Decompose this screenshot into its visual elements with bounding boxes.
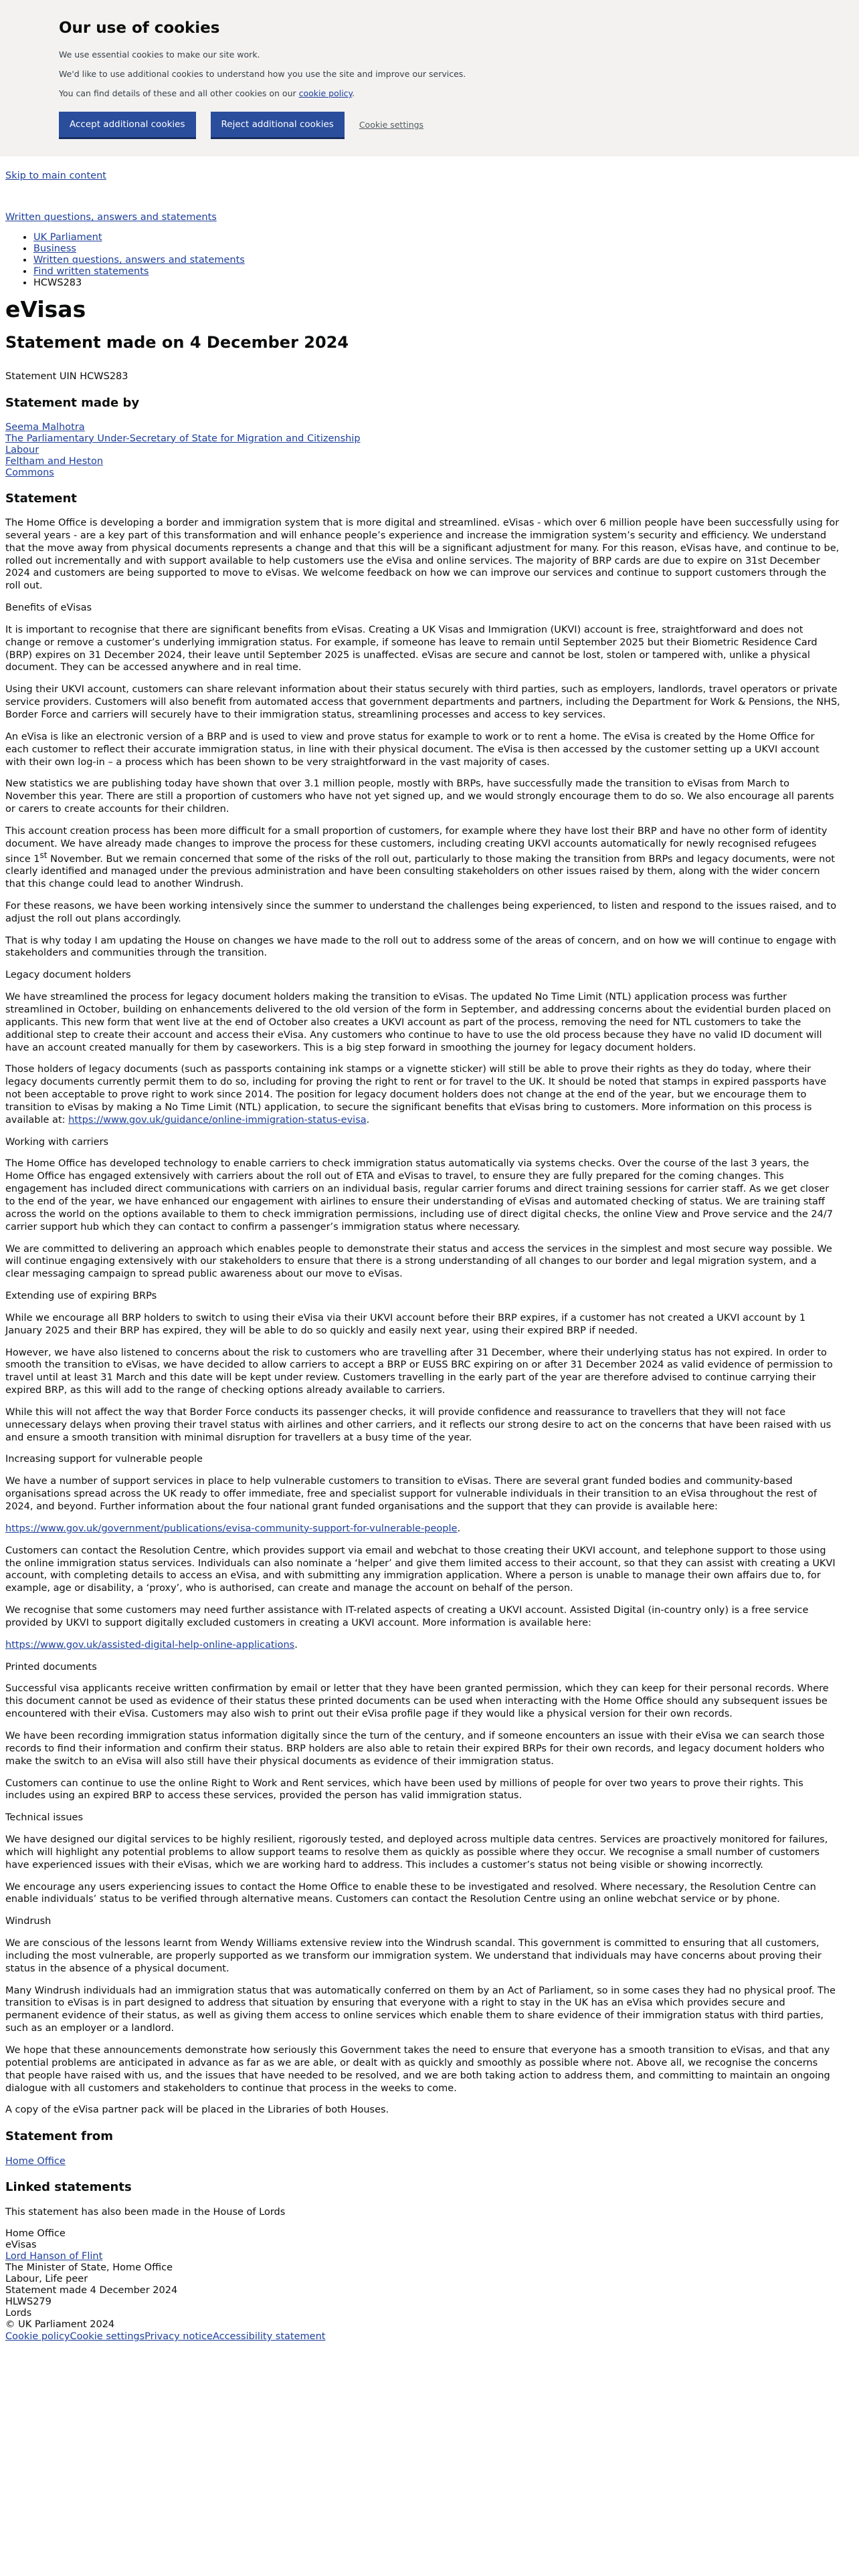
statement-paragraph: We have streamlined the process for legacy document holders making the transition to eVisas. The updated No Time Limit (NTL) application process was further streamlined in October, building on enhancements delivered to the old version of the form in September, and addressing concerns about the evidential burden placed on applicants. This new form that went live at the end of October also creates a UKVI account as part of the process, removing the need for NTL customers to take the additional step to create their account and access their eVisa. Any customers who continue to have to use the old process because they have no valid ID document will have an account created manually for them by caseworkers. This is a big step forward in smoothing the journey for legacy document holders. — [5, 992, 831, 1053]
statement-paragraph: It is important to recognise that there are significant benefits from eVisas. Creating a UK Visas and Immigration (UKVI) account is free, straightforward and does not change or remove a customer’s underlying immigration status. For example, if someone has leave to remain until September 2025 but their Biometric Residence Card (BRP) expires on 31 December 2024, their leave until September 2025 is unaffected. eVisas are secure and cannot be lost, stolen or tampered with, unlike a physical document. They can be accessed anywhere and in real time. — [5, 624, 818, 673]
made-by — [5, 422, 854, 479]
statement-paragraph — [5, 1523, 854, 1535]
statement-paragraph: While we encourage all BRP holders to switch to using their eVisa via their UKVI account before their BRP expires, if a customer has not created a UKVI account by 1 January 2025 and their BRP has expired, they will be able to do so quickly and easily next year, using their expired BRP if needed. — [5, 1312, 806, 1336]
statement-paragraph: The Home Office is developing a border and immigration system that is more digital and streamlined. eVisas - which over 6 million people have been successfully using for several years - are a key part of this transformation and will enhance people’s experience and increase the immigration system’s security and efficiency. We understand that the move away from physical documents represents a change and that this will be a significant adjustment for many. For this reason, eVisas have, and continue to be, rolled out incrementally and with support available to help customers use the eVisa and online services. The majority of BRP cards are due to expire on 31st December 2024 and customers are being supported to move to eVisas. We welcome feedback on how we can improve our services and continue to support customers through the roll out. — [5, 518, 840, 592]
footer-cookie-settings-link[interactable]: Cookie settings — [70, 2331, 145, 2343]
page-content — [0, 156, 859, 2343]
assisted-digital-link[interactable]: https://www.gov.uk/assisted-digital-help-online-applications — [5, 1639, 295, 1650]
page-title: eVisas — [5, 296, 86, 323]
paragraph-text: . — [457, 1523, 461, 1534]
statement-paragraph: The Home Office has developed technology to enable carriers to check immigration status automatically via systems checks. Over the course of the last 3 years, the Home Office has engaged extensively with carriers about the roll out of ETA and eVisas to travel, to ensure they are fully prepared for the coming changes. This engagement has included direct communications with carriers on an individual basis, regular carrier forums and direct training sessions for carrier staff. As we get closer to the end of the year, we have enhanced our engagement with airlines to ensure their understanding of eVisas and automated checking of status. We are training staff across the world on the options available to them to check immigration permissions, including use of direct digital checks, the online View and Prove service and the 24/7 carrier support hub which they can contact to confirm a passenger’s immigration status where necessary. — [5, 1158, 833, 1232]
statement-paragraph: Successful visa applicants receive written confirmation by email or letter that they have been granted permission, which they can keep for their personal records. Where this document cannot be used as evidence of their status these printed documents can be used when interacting with the Home Office should any subsequent issues be encountered with their eVisa. Customers may also wish to print out their eVisa profile page if they would like a physical version for their own records. — [5, 1683, 829, 1720]
statement-paragraph: However, we have also listened to concerns about the risk to customers who are travelling after 31 December, where their underlying status has not expired. In order to smooth the transition to eVisas, we have decided to allow carriers to accept a BRP or EUSS BRC expiring on or after 31 December 2024 as valid evidence of permission to travel until at least 31 March and this date will be kept under review. Customers travelling in the early part of the year are therefore advised to continue carrying their expired BRP, as this will add to the range of checking options already available to carriers. — [5, 1347, 833, 1396]
reject-cookies-button[interactable]: Reject additional cookies — [211, 112, 345, 139]
breadcrumb-link-find-statements[interactable]: Find written statements — [33, 266, 149, 278]
statement-date: Statement made on 4 December 2024 — [5, 333, 349, 352]
breadcrumb-item — [33, 243, 854, 255]
footer-cookie-policy-link[interactable]: Cookie policy — [5, 2331, 70, 2343]
statement-uin: Statement UIN HCWS283 — [5, 371, 128, 383]
statement-subheading-windrush: Windrush — [5, 1916, 52, 1927]
cookie-banner-title: Our use of cookies — [59, 19, 220, 37]
breadcrumb-item — [33, 266, 854, 278]
linked-house: Lords — [5, 2308, 32, 2319]
paragraph-text: Those holders of legacy documents (such as passports containing ink stamps or a vignette sticker) will still be able to prove their rights as they do today, where their legacy documents currently permit them to do so, including for proving the right to rent or for travel to the UK. It should be noted that stamps in expired passports have not been acceptable to prove right to work since 2014. The position for legacy document holders does not change at the end of the year, but we encourage them to transition to eVisas by making a No Time Limit (NTL) application, to secure the significant benefits that eVisas bring to customers. More information on this process is available at: — [5, 1064, 827, 1125]
breadcrumb-link-business[interactable]: Business — [33, 243, 76, 255]
linked-statements-intro: This statement has also been made in the House of Lords — [5, 2206, 286, 2218]
cookie-settings-link[interactable]: Cookie settings — [359, 120, 424, 130]
statement-subheading-benefits: Benefits of eVisas — [5, 603, 92, 614]
linked-statements — [5, 2206, 854, 2331]
breadcrumb-link-written-questions[interactable]: Written questions, answers and statements — [33, 255, 245, 266]
breadcrumb-link-uk-parliament[interactable]: UK Parliament — [33, 232, 102, 243]
statement-paragraph: Using their UKVI account, customers can share relevant information about their status securely with third parties, such as employers, landlords, travel operators or private service providers. Customers will also benefit from automated access that government departments and partners, including the Department for Work & Pensions, the NHS, Border Force and carriers will securely have to their immigration status, streamlining processes and access to key services. — [5, 684, 840, 720]
breadcrumb — [5, 232, 854, 289]
paragraph-text: . — [294, 1639, 298, 1650]
statement-subheading-expiring: Extending use of expiring BRPs — [5, 1291, 157, 1302]
member-party-link[interactable]: Labour — [5, 444, 39, 455]
statement-paragraph: An eVisa is like an electronic version of a BRP and is used to view and prove status for example to work or to rent a home. The eVisa is created by the Home Office for each customer to reflect their accurate immigration status, in line with their physical document. The eVisa is then accessed by the customer setting up a UKVI account with their own log-in – a process which has been shown to be very straightforward in the vast majority of cases. — [5, 731, 820, 768]
cookie-actions — [59, 112, 800, 139]
linked-statement-card — [5, 2228, 854, 2331]
statement-paragraph — [5, 825, 854, 891]
breadcrumb-item — [33, 278, 854, 289]
member-link[interactable]: Seema Malhotra — [5, 421, 85, 433]
member-house-link[interactable]: Commons — [5, 467, 54, 478]
cookie-policy-prefix: You can find details of these and all other cookies on our — [59, 88, 299, 99]
statement-paragraph — [5, 1639, 854, 1652]
statement-paragraph: We have been recording immigration status information digitally since the turn of the century, and if someone encounters an issue with their eVisa we can search those records to find their information and confirm their status. BRP holders are also able to retain their expired BRPs for their own records, and legacy document holders who make the switch to an eVisa will also still have their physical documents as evidence of their immigration status. — [5, 1730, 825, 1767]
linked-statement-date: Statement made 4 December 2024 — [5, 2285, 178, 2296]
cookie-policy-link[interactable]: cookie policy — [298, 88, 353, 99]
accept-cookies-button[interactable]: Accept additional cookies — [59, 112, 196, 139]
cookie-policy-suffix: . — [352, 88, 355, 99]
statement-paragraph: We recognise that some customers may need further assistance with IT-related aspects of creating a UKVI account. Assisted Digital (in-country only) is a free service provided by UKVI to support digitally excluded customers in creating a UKVI account. More information is available here: — [5, 1605, 809, 1628]
statement-paragraph: Many Windrush individuals had an immigration status that was automatically conferred on them by an Act of Parliament, so in some cases they had no physical proof. The transition to eVisas is in part designed to address that situation by ensuring that everyone with a right to stay in the UK has an eVisa which provides secure and permanent evidence of their status, as well as giving them access to online services which enable them to share evidence of their immigration status with third parties, such as an employer or a landlord. — [5, 1985, 836, 2034]
breadcrumb-current: HCWS283 — [33, 278, 82, 289]
statement-paragraph: Customers can contact the Resolution Centre, which provides support via email and webchat to those creating their UKVI account, and telephone support to those using the online immigration status services. Individuals can also nominate a ‘helper’ and give them limited access to their account, so that they can assist with creating a UKVI account, with completing details to access an eVisa, and with submitting any immigration application. Where a person is unable to manage their own affairs due to, for example, age or disability, a ‘proxy’, who is authorised, can create and manage the account on behalf of the person. — [5, 1545, 836, 1594]
statement-paragraph: We have designed our digital services to be highly resilient, rigorously tested, and deployed across multiple data centres. Services are proactively monitored for failures, which will highlight any potential problems to allow support teams to resolve them as quickly as possible where they occur. We recognise a small number of customers have experienced issues with their eVisas, which we are working hard to address. This includes a customer’s status not being visible or showing incorrectly. — [5, 1834, 828, 1870]
linked-department: Home Office — [5, 2228, 66, 2240]
statement-subheading-vulnerable: Increasing support for vulnerable people — [5, 1454, 203, 1465]
cookie-banner-additional-text: We'd like to use additional cookies to understand how you use the site and improve our services. — [59, 69, 466, 80]
statement-body — [5, 517, 854, 2117]
ordinal-superscript: st — [39, 850, 47, 860]
statement-from-heading: Statement from — [5, 2129, 114, 2144]
member-constituency-link[interactable]: Feltham and Heston — [5, 455, 104, 467]
statement-paragraph: We are conscious of the lessons learnt from Wendy Williams extensive review into the Windrush scandal. This government is committed to ensuring that all customers, including the most vulnerable, are properly supported as we transform our immigration system. We understand that individuals may have concerns about proving their status in the absence of a physical document. — [5, 1938, 822, 1974]
statement-subheading-printed: Printed documents — [5, 1661, 97, 1673]
evisa-guidance-link[interactable]: https://www.gov.uk/guidance/online-immigration-status-evisa — [68, 1114, 367, 1125]
footer-copyright: © UK Parliament 2024 — [5, 2319, 115, 2331]
made-by-heading: Statement made by — [5, 396, 140, 411]
cookie-banner-essential-text: We use essential cookies to make our site work. — [59, 49, 260, 60]
paragraph-text: This account creation process has been more difficult for a small proportion of customers, for example where they have lost their BRP and have no other form of identity document. We have already made changes to improve the process for these customers, including creating UKVI accounts automatically for newly recognised refugees since 1 — [5, 825, 828, 865]
breadcrumb-header-link[interactable]: Written questions, answers and statements — [5, 212, 217, 223]
statement-paragraph: A copy of the eVisa partner pack will be placed in the Libraries of both Houses. — [5, 2105, 389, 2116]
breadcrumb-item — [33, 232, 854, 243]
cookie-banner — [0, 0, 859, 156]
statement-subheading-legacy: Legacy document holders — [5, 970, 131, 981]
statement-paragraph: We encourage any users experiencing issues to contact the Home Office to enable these to be investigated and resolved. Where necessary, the Resolution Centre can enable individuals’ status to be verified through alternative means. Customers can contact the Resolution Centre using an online webchat service or by phone. — [5, 1881, 816, 1905]
footer-accessibility-link[interactable]: Accessibility statement — [212, 2331, 326, 2343]
statement-paragraph: We hope that these announcements demonstrate how seriously this Government takes the need to ensure that everyone has a smooth transition to eVisas, and that any potential problems are anticipated in advance as far as we are able, or dealt with as quickly and smoothly as possible where not. Above all, we recognise the concerns that people have raised with us, and the issues that have needed to be resolved, and we are both taking action to address them, and committing to maintain an ongoing dialogue with all customers and stakeholders to continue that process in the weeks to come. — [5, 2045, 830, 2094]
breadcrumb-item — [33, 255, 854, 266]
paragraph-text: November. But we remain concerned that some of the risks of the roll out, particularly to those making the transition from BRPs and legacy documents, were not clearly identified and managed under the previous administration and have been consulting stakeholders on other issues raised by them, along with the wider concern that this change could lead to another Windrush. — [5, 853, 835, 890]
footer-privacy-notice-link[interactable]: Privacy notice — [145, 2331, 213, 2343]
linked-statement-uin: HLWS279 — [5, 2296, 52, 2308]
department-link[interactable]: Home Office — [5, 2155, 66, 2167]
statement-paragraph — [5, 1063, 854, 1126]
statement-paragraph: New statistics we are publishing today have shown that over 3.1 million people, mostly with BRPs, have successfully made the transition to eVisas from March to November this year. There are still a proportion of customers who have not yet signed up, and we would strongly encourage them to do so. We also encourage all parents or carers to create accounts for their children. — [5, 778, 834, 815]
statement-paragraph: That is why today I am updating the House on changes we have made to the roll out to address some of the areas of concern, and on how we will continue to engage with stakeholders and communities through the transition. — [5, 935, 836, 959]
linked-member-role: The Minister of State, Home Office — [5, 2262, 173, 2274]
linked-title: eVisas — [5, 2240, 37, 2251]
linked-statements-heading: Linked statements — [5, 2180, 132, 2195]
statement-paragraph: We have a number of support services in place to help vulnerable customers to transition to eVisas. There are several grant funded bodies and community-based organisations spread across the UK ready to offer immediate, free and specialist support for vulnerable individuals in their transition to an eVisa throughout the rest of 2024, and beyond. Further information about the four national grant funded organisations and the support that they can provide is available here: — [5, 1476, 817, 1513]
statement-heading: Statement — [5, 491, 77, 506]
statement-subheading-technical: Technical issues — [5, 1812, 83, 1824]
paragraph-text: . — [366, 1114, 370, 1125]
community-support-link[interactable]: https://www.gov.uk/government/publications/evisa-community-support-for-vulnerable-people — [5, 1523, 458, 1534]
member-role-link[interactable]: The Parliamentary Under-Secretary of State for Migration and Citizenship — [5, 433, 361, 444]
statement-paragraph: We are committed to delivering an approach which enables people to demonstrate their status and access the services in the simplest and most secure way possible. We will continue engaging extensively with our stakeholders to ensure that there is a strong understanding of all changes to our border and legal migration system, and a clear messaging campaign to spread public awareness about our move to eVisas. — [5, 1243, 832, 1280]
footer-links — [5, 2331, 854, 2343]
statement-paragraph: Customers can continue to use the online Right to Work and Rent services, which have been used by millions of people for over two years to prove their rights. This includes using an expired BRP to access these services, provided the person has valid immigration status. — [5, 1778, 803, 1802]
cookie-banner-policy-text — [59, 88, 800, 99]
linked-member-link[interactable]: Lord Hanson of Flint — [5, 2251, 103, 2262]
statement-paragraph: For these reasons, we have been working intensively since the summer to understand the challenges being experienced, to listen and respond to the issues raised, and to adjust the roll out plans accordingly. — [5, 900, 837, 924]
skip-to-main-link[interactable]: Skip to main content — [5, 170, 106, 181]
statement-paragraph: While this will not affect the way that Border Force conducts its passenger checks, it will provide confidence and reassurance to travellers that they will not face unnecessary delays when proving their travel status with airlines and other carriers, and it reflects our strong desire to act on the concerns that have been raised with us and ensure a smooth transition with minimal disruption for travellers at a busy time of the year. — [5, 1406, 832, 1443]
statement-subheading-carriers: Working with carriers — [5, 1136, 109, 1148]
linked-member-party: Labour, Life peer — [5, 2274, 88, 2285]
